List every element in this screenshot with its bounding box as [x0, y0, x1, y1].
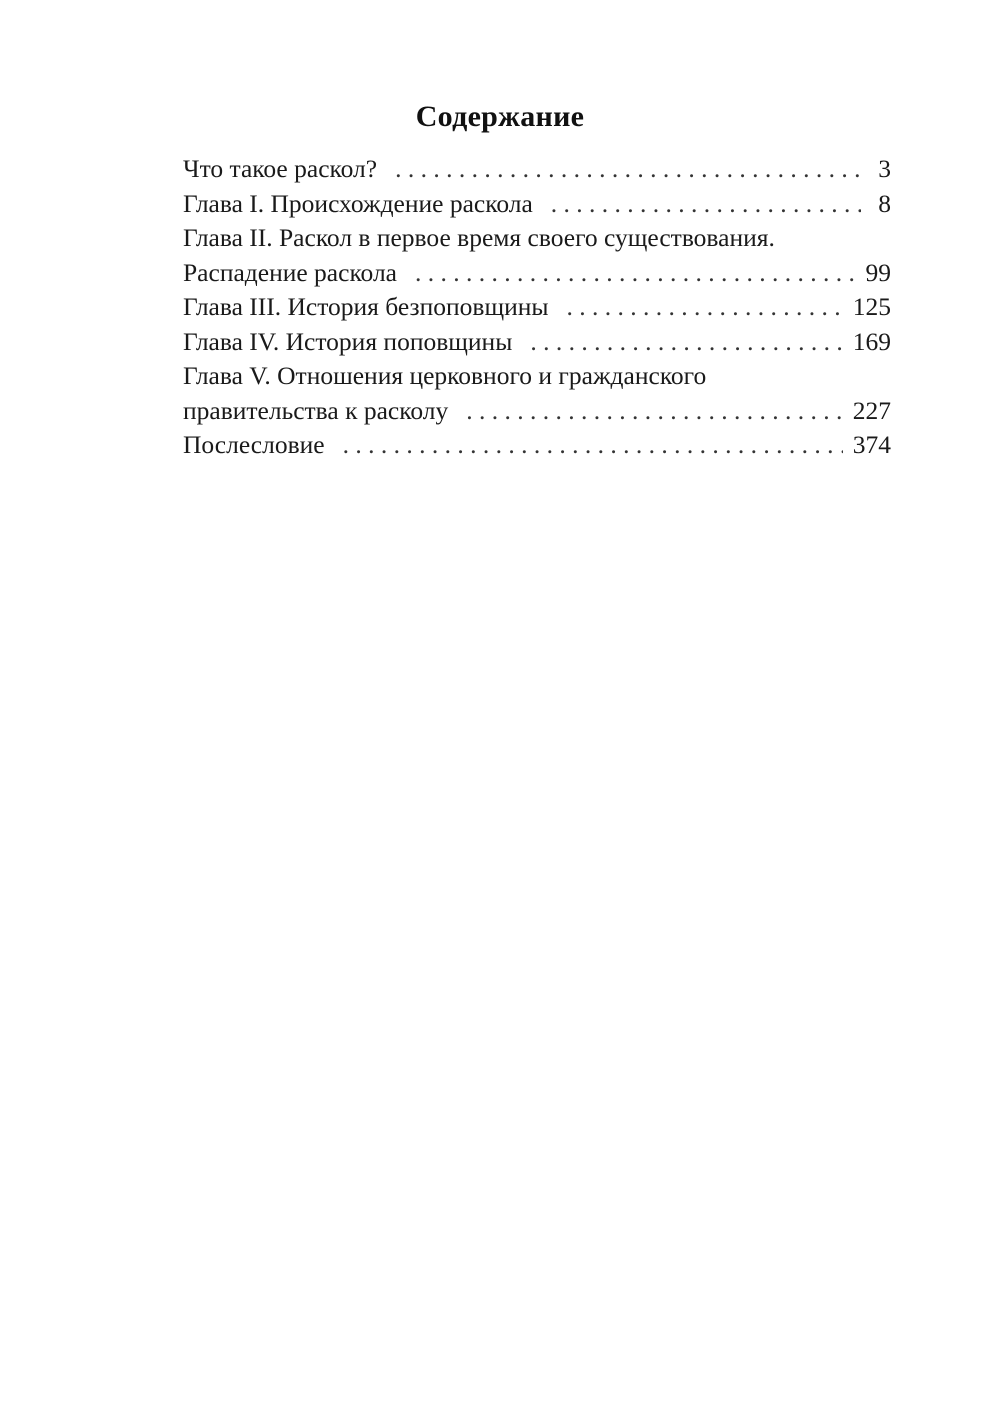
dot-leader	[395, 152, 861, 187]
toc-entry-label: Глава I. Происхождение раскола	[183, 188, 533, 218]
toc-entry-chapter-5[interactable]	[183, 359, 891, 428]
dot-leader	[415, 256, 856, 291]
dot-leader	[466, 394, 843, 429]
page-title: Содержание	[415, 100, 585, 134]
toc-page-number: 227	[852, 395, 891, 425]
toc-page-number: 169	[852, 326, 891, 356]
toc-page-number: 125	[852, 292, 891, 321]
table-of-contents	[183, 152, 891, 463]
toc-page-number: 99	[865, 257, 891, 287]
toc-entry-what-is-raskol[interactable]	[183, 152, 891, 187]
toc-entry-chapter-2[interactable]	[183, 221, 891, 290]
dot-leader	[343, 428, 843, 463]
toc-entry-afterword[interactable]	[183, 428, 891, 463]
toc-entry-chapter-1[interactable]	[183, 187, 891, 222]
dot-leader	[567, 290, 843, 325]
toc-entry-label: Глава IV. История поповщины	[183, 326, 513, 356]
toc-entry-label-line-1: Глава V. Отношения церковного и гражданского	[183, 361, 707, 390]
toc-entry-label: Распадение раскола	[183, 257, 397, 287]
toc-entry-chapter-3[interactable]	[183, 290, 891, 325]
toc-entry-label: правительства к расколу	[183, 395, 449, 425]
toc-page-number: 374	[852, 430, 891, 459]
toc-entry-label: Глава III. История безпоповщины	[183, 292, 549, 321]
toc-entry-label-line-1: Глава II. Раскол в первое время своего существования.	[183, 223, 775, 252]
toc-page-number: 8	[878, 188, 891, 218]
toc-entry-chapter-4[interactable]	[183, 325, 891, 360]
toc-entry-label: Что такое раскол?	[183, 154, 378, 183]
dot-leader	[530, 325, 842, 360]
dot-leader	[551, 187, 861, 222]
toc-page-number: 3	[878, 154, 891, 183]
toc-entry-label: Послесловие	[183, 430, 325, 459]
